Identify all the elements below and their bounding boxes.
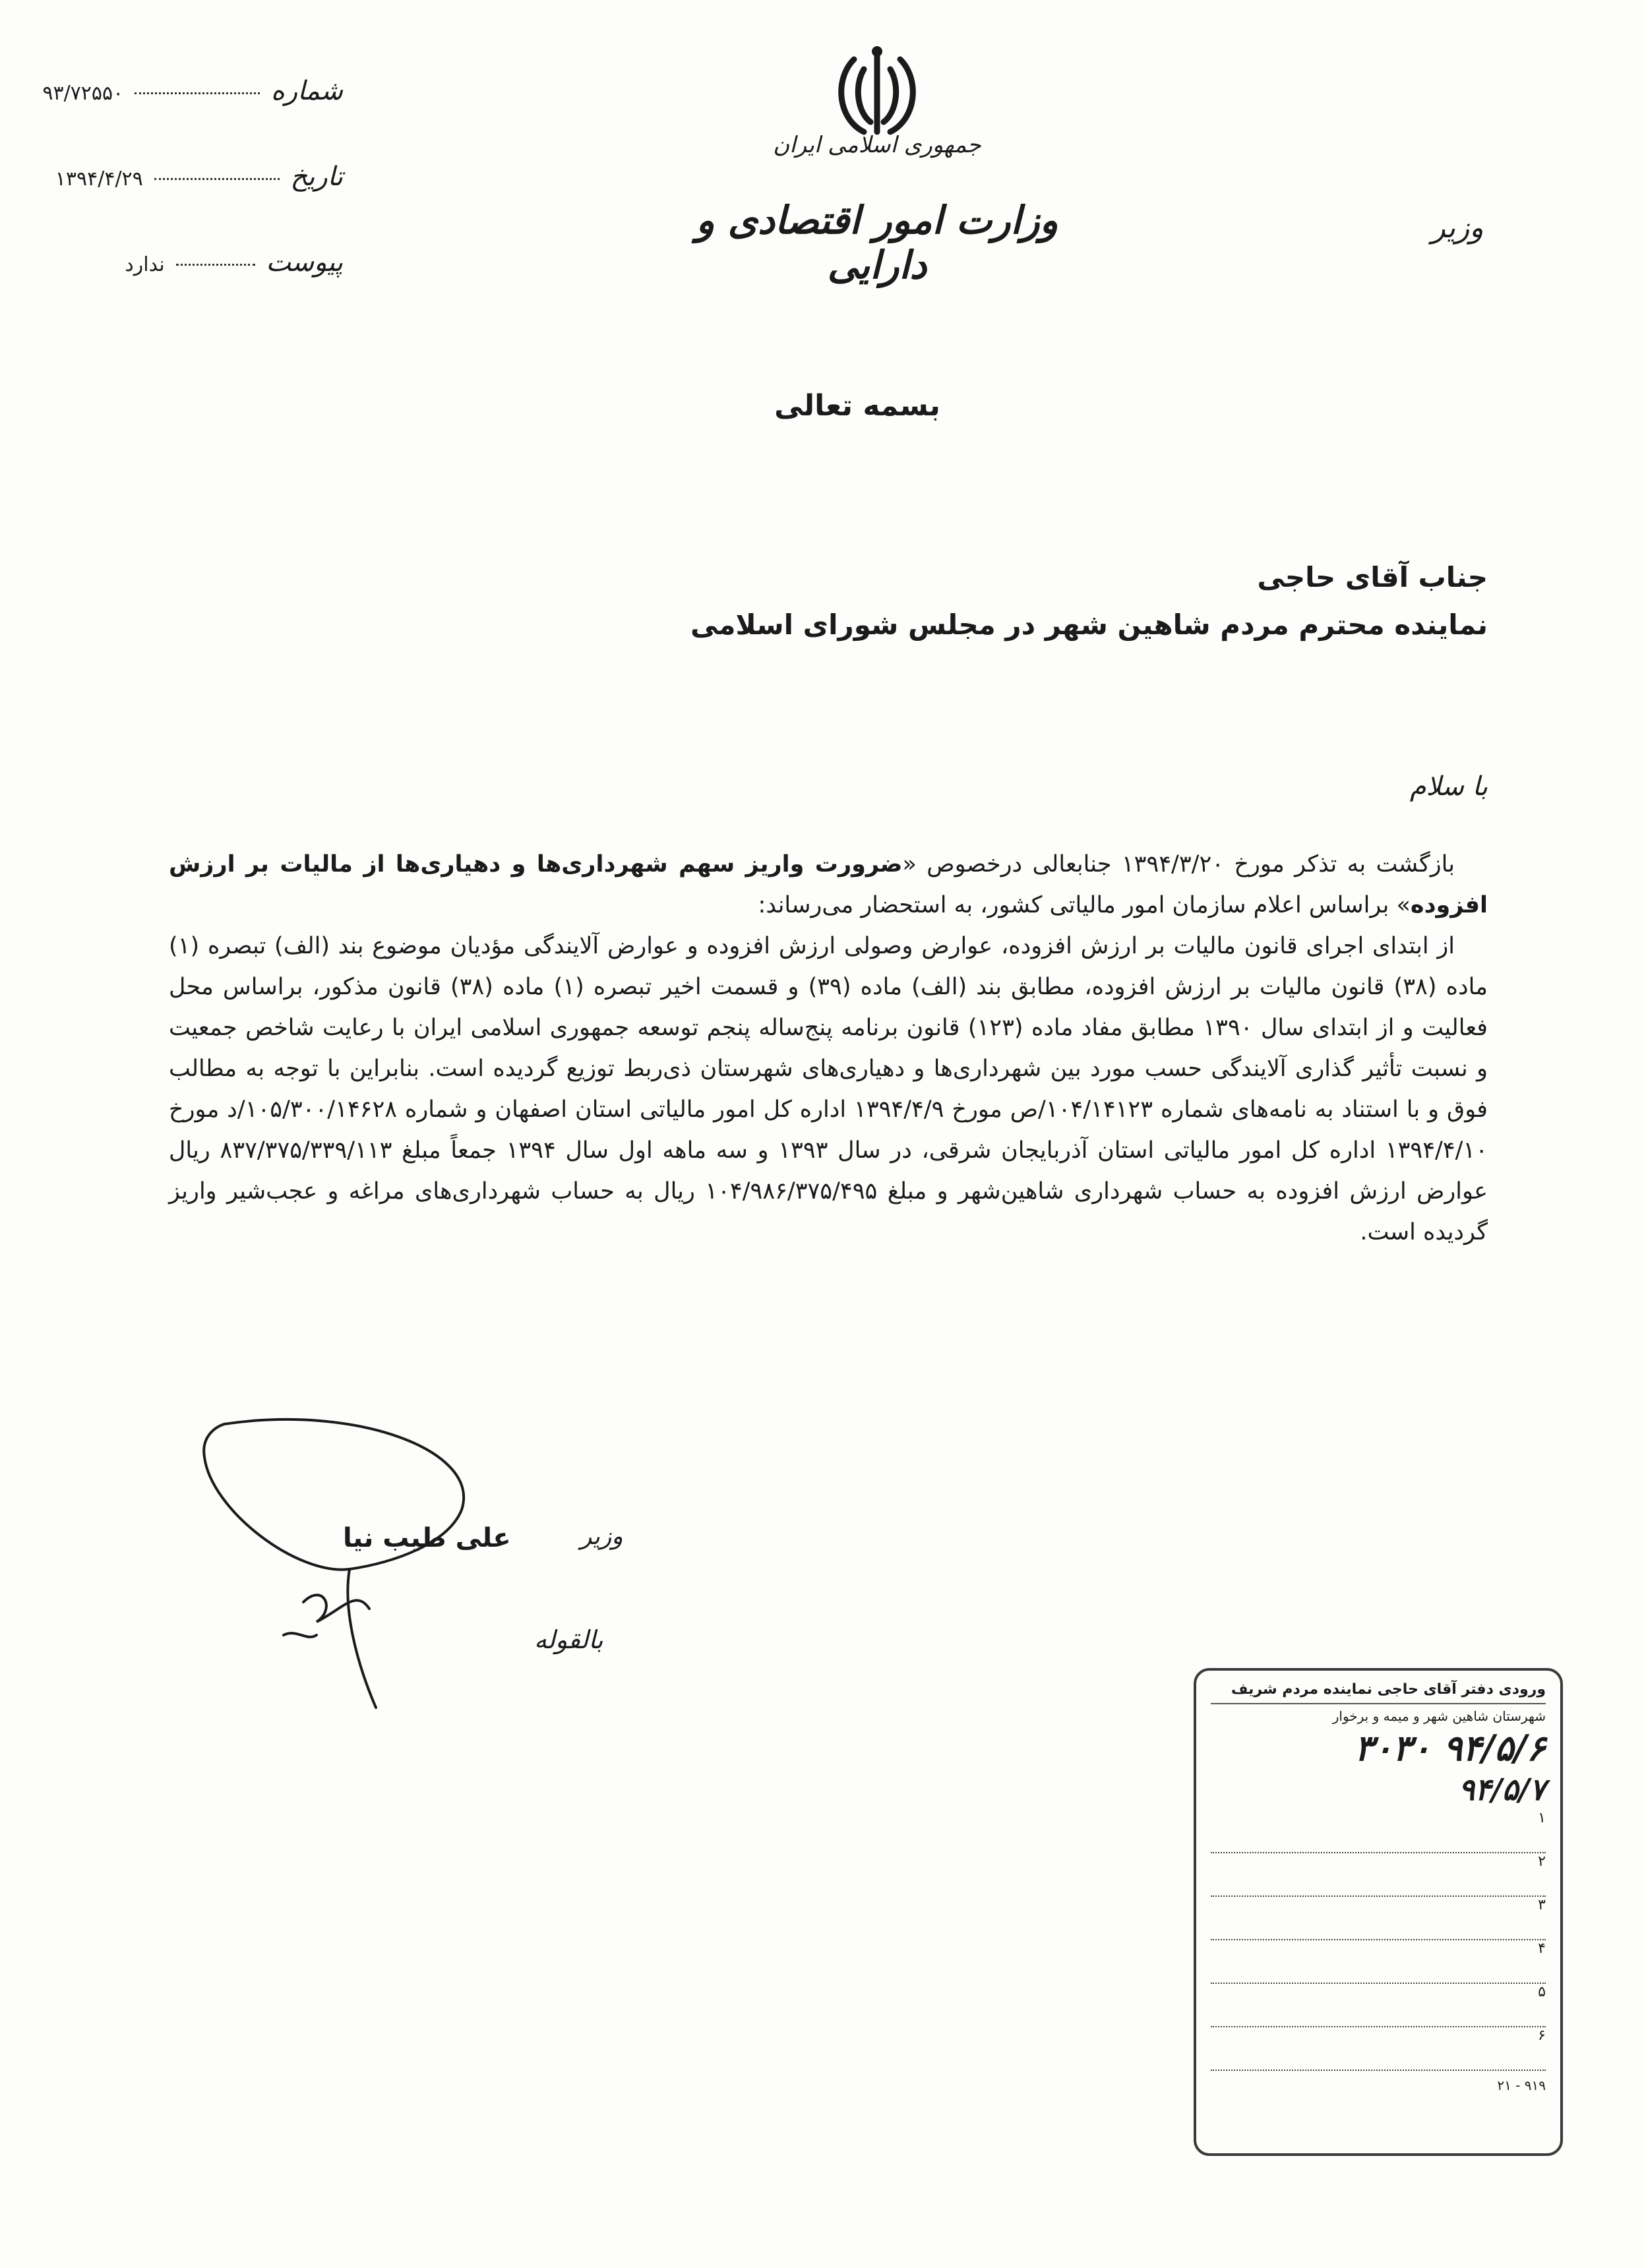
recipient-name: جناب آقای حاجی xyxy=(1257,561,1488,593)
date-value: ۱۳۹۴/۴/۲۹ xyxy=(55,167,143,191)
bismillah: بسمه تعالی xyxy=(774,389,940,423)
ministry-title: وزارت امور اقتصادی و دارایی xyxy=(696,198,1058,287)
letter-body xyxy=(169,844,1488,1253)
stamp-date: ۹۴/۵/۷ xyxy=(1458,1772,1546,1807)
stamp-row: ۲ xyxy=(1211,1853,1546,1897)
body-paragraph-1: بازگشت به تذکر مورخ ۱۳۹۴/۳/۲۰ جنابعالی درخصوص «ضرورت واریز سهم شهرداری‌ها و دهیاری‌ها از مالیات بر ارزش افزوده» براساس اعلام سازمان امور مالیاتی کشور، به استحضار می‌رساند: xyxy=(169,851,1488,918)
stamp-row: ۱ xyxy=(1211,1810,1546,1853)
signature-scribble xyxy=(185,1411,528,1727)
stamp-footer: ۹۱۹ - ۲۱ xyxy=(1497,2077,1546,2093)
stamp-row: ۳ xyxy=(1211,1897,1546,1940)
republic-title: جمهوری اسلامی ایران xyxy=(773,132,981,158)
copy-note: بالقوله xyxy=(534,1625,603,1654)
signatory-title: وزیر xyxy=(580,1523,623,1550)
stamp-office: ورودی دفتر آقای حاجی نماینده مردم شریف xyxy=(1211,1681,1546,1704)
greeting: با سلام xyxy=(1409,771,1488,802)
stamp-row: ۶ xyxy=(1211,2027,1546,2071)
stamp-row: ۵ xyxy=(1211,1984,1546,2027)
stamp-number: ۹۴/۵/۶ ۳۰۳۰ xyxy=(1354,1727,1546,1769)
number-label: شماره xyxy=(270,76,343,106)
recipient xyxy=(564,554,1488,649)
stamp-row: ۴ xyxy=(1211,1940,1546,1984)
date-label: تاریخ xyxy=(290,162,343,192)
iran-emblem-icon xyxy=(828,40,927,145)
body-paragraph-2: از ابتدای اجرای قانون مالیات بر ارزش افزوده، عوارض وصولی ارزش افزوده و عوارض آلایندگی مؤدیان موضوع بند (الف) تبصره (۱) ماده (۳۸) قانون مالیات بر ارزش افزوده، مطابق بند (الف) ماده (۳۹) و قسمت اخیر تبصره (۱) ماده (۳۸) قانون مذکور، براساس محل فعالیت و از ابتدای سال ۱۳۹۰ مطابق مفاد ماده (۱۲۳) قانون برنامه پنج‌ساله پنجم توسعه جمهوری اسلامی ایران با رعایت شاخص جمعیت و نسبت تأثیر گذاری آلایندگی حسب مورد بین شهرداری‌ها و دهیاری‌های شهرستان ذی‌ربط توزیع گردیده است. بنابراین با توجه به مطالب فوق و با استناد به نامه‌های شماره ۱۰۴/۱۴۱۲۳/ص مورخ ۱۳۹۴/۴/۹ اداره کل امور مالیاتی استان اصفهان و شماره ۱۰۵/۳۰۰/۱۴۶۲۸/د مورخ ۱۳۹۴/۴/۱۰ اداره کل امور مالیاتی استان آذربایجان شرقی، در سال ۱۳۹۳ و سه ماهه اول سال ۱۳۹۴ جمعاً مبلغ ۸۳۷/۳۷۵/۳۳۹/۱۱۳ ریال عوارض ارزش افزوده به حساب شهرداری شاهین‌شهر و مبلغ ۱۰۴/۹۸۶/۳۷۵/۴۹۵ ریال به حساب شهرداری‌های مراغه و عجب‌شیر واریز گردیده است. xyxy=(169,933,1488,1245)
stamp-constituency: شهرستان شاهین شهر و میمه و برخوار xyxy=(1332,1708,1546,1724)
letter-attachment xyxy=(40,247,343,278)
minister-label: وزیر xyxy=(1431,211,1484,245)
number-value: ۹۳/۷۲۵۵۰ xyxy=(42,82,124,105)
recipient-title: نماینده محترم مردم شاهین شهر در مجلس شورای اسلامی xyxy=(690,609,1488,641)
attachment-label: پیوست xyxy=(266,247,343,278)
letter-date xyxy=(40,162,343,192)
attachment-value: ندارد xyxy=(125,253,165,276)
letter-number xyxy=(40,76,343,106)
signatory-name: علی طیب نیا xyxy=(343,1523,511,1553)
incoming-stamp xyxy=(1194,1668,1563,2156)
